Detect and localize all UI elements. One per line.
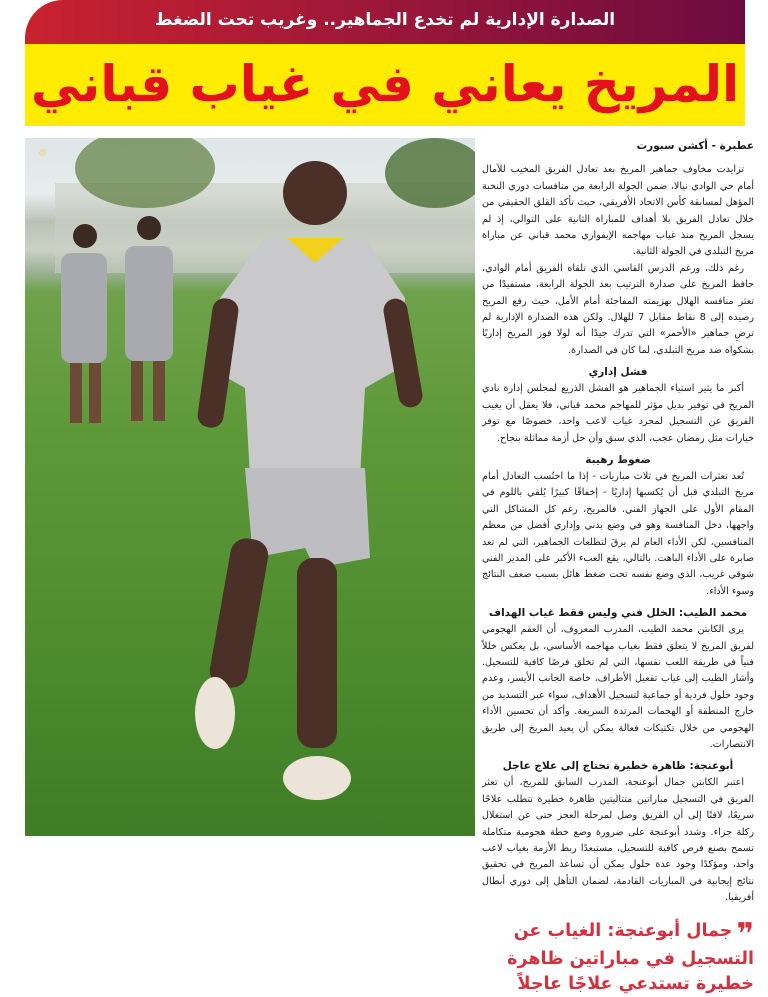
section-heading: أبوعنجة: ظاهرة خطيرة تحتاج إلى علاج عاجل bbox=[502, 760, 734, 773]
section-heading: ضغوط رهيبة bbox=[585, 453, 651, 466]
quote-mark-icon: ❞ bbox=[736, 916, 754, 952]
paragraph: يرى الكابتن محمد الطيب، المدرب المعروف، أن العقم الهجومي لفريق المريخ لا يتعلق فقط بغياب مهاجمه الأساسي، بل يعكس خللاً فنياً في طريقة اللعب نفسها، التي لم تخلق فرصًا كافية للتسجيل. وأشار الطيب إلى غياب تفعيل الأطراف، خاصة الجانب الأيسر، وعدم وجود حلول فردية أو جماعية لتسجيل الأهداف، سواء عبر التسديد من خارج المنطقة أو الهجمات المرتدة السريعة. وأكد أن تحسين الأداء الهجومي من خلال تكتيكات فعالة يمكن أن يعيد المريخ إلى طريق الانتصارات. bbox=[482, 624, 754, 750]
headline-text: المريخ يعاني في غياب قباني bbox=[30, 55, 740, 113]
article-photo bbox=[25, 138, 475, 836]
paragraph: تُعد تعثرات المريخ في ثلاث مباريات - إذا ما احتُسب التعادل أمام مريخ التبلدي قبل أن يُكسبها إداريًا - إخفاقًا كبيرًا يُلقي باللوم في المقام الأول على الجهاز الفني. فالمريخ، رغم كل المشاكل التي واجهها، دخل المنافسة وهو في وضع بدني وإداري أفضل من معظم المنافسين، لكن الأداء العام لم يرقَ لتطلعات الجماهير، التي لم تعد صابرة على الأداء الباهت. بالتالي، يقع العبء الأكبر على المدير الفني شوقي غريب، الذي وضع نفسه تحت ضغط هائل بسبب ضعف النتائج وسوء الأداء. bbox=[482, 470, 754, 597]
paragraph: تزايدت مخاوف جماهير المريخ بعد تعادل الفريق المخيب للآمال أمام حي الوادي نيالا، ضمن الجولة الرابعة من منافسات دوري النخبة المؤهل لمسابقة كأس الاتحاد الأفريقي، حيث تأكد القلق الحقيقي من خلال تعادل الفريق بلا أهداف للمباراة الثانية على التوالي، إذ لم يسجل المريخ منذ غياب مهاجمه الإيفواري محمد قباني عن مباراة مريخ التبلدي في الجولة الثانية. bbox=[482, 164, 754, 258]
pull-quote bbox=[482, 916, 754, 997]
byline: عطبرة - أكشن سبورت bbox=[636, 140, 754, 152]
player-illustration bbox=[25, 138, 475, 836]
kicker-text: الصدارة الإدارية لم تخدع الجماهير.. وغريب تحت الضغط bbox=[154, 10, 616, 30]
kicker-banner bbox=[25, 0, 745, 44]
section-heading: فشل إداري bbox=[588, 366, 648, 379]
headline-banner bbox=[25, 44, 745, 126]
article-body bbox=[482, 138, 754, 997]
pull-quote-text: جمال أبوعنجة: الغياب عن التسجيل في مباراتين ظاهرة خطيرة تستدعي علاجًا عاجلاً bbox=[507, 920, 754, 994]
paragraph: أكبر ما يثير استياء الجماهير هو الفشل الذريع لمجلس إدارة نادي المريخ في توفير بديل مؤثر للمهاجم محمد قباني، فلا يعقل أن يغيب الفريق عن التسجيل لمجرد غياب لاعب واحد، خصوصًا مع توفر خيارات مثل رمضان عجب، الذي سبق وأن حل أزمة مماثلة بنجاح. bbox=[482, 383, 754, 444]
photo-watermark-logo: ◎ bbox=[39, 148, 47, 158]
paragraph: رغم ذلك، ورغم الدرس القاسي الذي تلقاه الفريق أمام الوادي، حافظ المريخ على صدارة الترتيب بعد الجولة الرابعة، مستفيدًا من تعثر منافسه الهلال بهزيمته المفاجئة أمام الأمل، حيث رفع المريخ رصيده إلى 8 نقاط مقابل 7 للهلال. ولكن هذه الصدارة الإدارية لم ترضِ جماهير «الأحمر» التي تدرك جيدًا أنه لولا فوز المريخ إداريًا بشكواه ضد مريخ التبلدي، لما كان في الصدارة. bbox=[482, 262, 754, 356]
paragraph: اعتبر الكابتن جمال أبوعنجة، المدرب السابق للمريخ، أن تعثر الفريق في التسجيل مباراتين متتاليتين ظاهرة خطيرة تتطلب علاجًا سريعًا، لافتًا إلى أن الفريق وصل لمرحلة العجز حتى عن استغلال ركلة جزاء. وشدد أبوعنجة على ضرورة وضع خطة هجومية متكاملة تسمح بصنع فرص كافية للتسجيل، مستبعدًا ربط الأزمة بغياب لاعب واحد، ومؤكدًا وجود عدة حلول يمكن أن تساعد المريخ في تحقيق نتائج إيجابية في المباريات القادمة، لضمان التأهل إلى دوري أبطال أفريقيا. bbox=[482, 777, 754, 904]
section-heading: محمد الطيب: الخلل فني وليس فقط غياب الهداف bbox=[488, 607, 748, 620]
